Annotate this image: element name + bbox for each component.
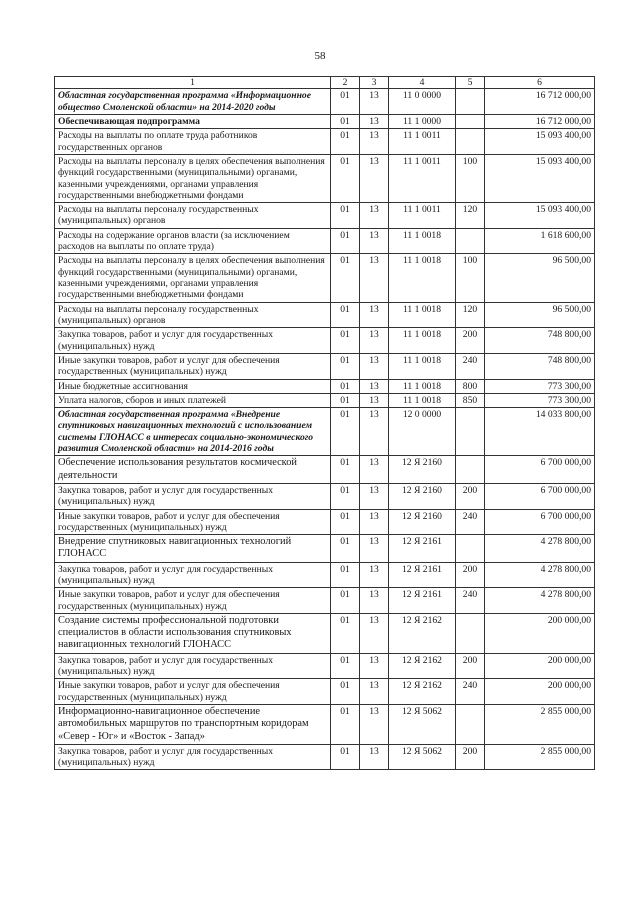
table-row — [55, 535, 595, 563]
row-name-cell: Расходы на выплаты по оплате труда работников государственных органов — [55, 129, 331, 155]
table-row — [55, 254, 595, 302]
table-row — [55, 89, 595, 115]
row-amount-cell: 1 618 600,00 — [485, 228, 595, 254]
row-target-code-cell: 11 1 0018 — [389, 228, 456, 254]
row-subsection-cell: 13 — [360, 613, 389, 653]
row-target-code-cell: 11 1 0018 — [389, 254, 456, 302]
row-section-cell: 01 — [331, 353, 360, 379]
row-subsection-cell: 13 — [360, 535, 389, 563]
row-amount-cell: 773 300,00 — [485, 393, 595, 407]
row-amount-cell: 4 278 800,00 — [485, 588, 595, 614]
row-amount-cell: 6 700 000,00 — [485, 456, 595, 484]
table-row — [55, 129, 595, 155]
row-amount-cell: 2 855 000,00 — [485, 704, 595, 744]
row-target-code-cell: 12 Я 5062 — [389, 704, 456, 744]
row-expense-type-cell: 200 — [456, 653, 485, 679]
row-amount-cell: 2 855 000,00 — [485, 744, 595, 770]
row-section-cell: 01 — [331, 483, 360, 509]
row-target-code-cell: 12 Я 2162 — [389, 613, 456, 653]
row-expense-type-cell: 200 — [456, 483, 485, 509]
row-name-cell: Закупка товаров, работ и услуг для государственных (муниципальных) нужд — [55, 483, 331, 509]
row-target-code-cell: 12 Я 2160 — [389, 509, 456, 535]
row-name-cell: Информационно-навигационное обеспечение автомобильных маршрутов по транспортным коридорам «Север - Юг» и «Восток - Запад» — [55, 704, 331, 744]
row-section-cell: 01 — [331, 588, 360, 614]
row-target-code-cell: 12 Я 2162 — [389, 653, 456, 679]
row-amount-cell: 200 000,00 — [485, 679, 595, 705]
table-row — [55, 154, 595, 202]
row-name-cell: Создание системы профессиональной подготовки специалистов в области использования спутниковых навигационных технологий ГЛОНАСС — [55, 613, 331, 653]
row-subsection-cell: 13 — [360, 328, 389, 354]
row-section-cell: 01 — [331, 704, 360, 744]
table-row — [55, 353, 595, 379]
row-subsection-cell: 13 — [360, 379, 389, 393]
row-amount-cell: 15 093 400,00 — [485, 203, 595, 229]
header-col-3: 3 — [360, 77, 389, 89]
row-name-cell: Расходы на выплаты персоналу государственных (муниципальных) органов — [55, 203, 331, 229]
row-amount-cell: 748 800,00 — [485, 353, 595, 379]
row-subsection-cell: 13 — [360, 588, 389, 614]
row-subsection-cell: 13 — [360, 254, 389, 302]
row-expense-type-cell: 120 — [456, 302, 485, 328]
row-subsection-cell: 13 — [360, 302, 389, 328]
row-expense-type-cell: 200 — [456, 328, 485, 354]
row-name-cell: Закупка товаров, работ и услуг для государственных (муниципальных) нужд — [55, 562, 331, 588]
row-name-cell: Иные бюджетные ассигнования — [55, 379, 331, 393]
row-name-cell: Расходы на выплаты персоналу в целях обеспечения выполнения функций государственными (муниципальными) органами, казенными учреждениями, органами управления государственными внебюджетными фондами — [55, 254, 331, 302]
page-number: 58 — [314, 50, 326, 62]
table-row — [55, 393, 595, 407]
row-expense-type-cell: 240 — [456, 353, 485, 379]
row-name-cell: Обеспечивающая подпрограмма — [55, 114, 331, 128]
row-target-code-cell: 11 1 0011 — [389, 129, 456, 155]
row-amount-cell: 6 700 000,00 — [485, 509, 595, 535]
row-name-cell: Закупка товаров, работ и услуг для государственных (муниципальных) нужд — [55, 653, 331, 679]
row-expense-type-cell: 200 — [456, 744, 485, 770]
row-expense-type-cell — [456, 129, 485, 155]
row-section-cell: 01 — [331, 129, 360, 155]
header-col-1: 1 — [55, 77, 331, 89]
row-subsection-cell: 13 — [360, 408, 389, 456]
table-row — [55, 509, 595, 535]
table-row — [55, 704, 595, 744]
row-section-cell: 01 — [331, 154, 360, 202]
row-section-cell: 01 — [331, 679, 360, 705]
table-row — [55, 744, 595, 770]
row-name-cell: Расходы на содержание органов власти (за исключением расходов на выплаты по оплате труда) — [55, 228, 331, 254]
row-amount-cell: 6 700 000,00 — [485, 483, 595, 509]
row-expense-type-cell — [456, 704, 485, 744]
row-target-code-cell: 12 Я 5062 — [389, 744, 456, 770]
row-amount-cell: 15 093 400,00 — [485, 129, 595, 155]
row-name-cell: Уплата налогов, сборов и иных платежей — [55, 393, 331, 407]
row-expense-type-cell — [456, 456, 485, 484]
row-name-cell: Иные закупки товаров, работ и услуг для обеспечения государственных (муниципальных) нужд — [55, 679, 331, 705]
header-col-4: 4 — [389, 77, 456, 89]
row-amount-cell: 14 033 800,00 — [485, 408, 595, 456]
row-expense-type-cell: 100 — [456, 254, 485, 302]
row-target-code-cell: 12 Я 2162 — [389, 679, 456, 705]
row-section-cell: 01 — [331, 393, 360, 407]
row-name-cell: Областная государственная программа «Внедрение спутниковых навигационных технологий с использованием системы ГЛОНАСС в интересах социально-экономического развития Смоленской области» на 2014-2016 годы — [55, 408, 331, 456]
row-amount-cell: 4 278 800,00 — [485, 535, 595, 563]
row-subsection-cell: 13 — [360, 562, 389, 588]
table-row — [55, 203, 595, 229]
row-section-cell: 01 — [331, 328, 360, 354]
row-expense-type-cell: 100 — [456, 154, 485, 202]
row-subsection-cell: 13 — [360, 129, 389, 155]
row-section-cell: 01 — [331, 408, 360, 456]
row-subsection-cell: 13 — [360, 653, 389, 679]
table-row — [55, 114, 595, 128]
row-expense-type-cell — [456, 613, 485, 653]
row-name-cell: Расходы на выплаты персоналу государственных (муниципальных) органов — [55, 302, 331, 328]
row-subsection-cell: 13 — [360, 114, 389, 128]
row-expense-type-cell: 200 — [456, 562, 485, 588]
row-name-cell: Обеспечение использования результатов космической деятельности — [55, 456, 331, 484]
row-expense-type-cell: 800 — [456, 379, 485, 393]
row-target-code-cell: 11 1 0000 — [389, 114, 456, 128]
table-row — [55, 379, 595, 393]
row-section-cell: 01 — [331, 456, 360, 484]
table-row — [55, 653, 595, 679]
row-target-code-cell: 11 1 0018 — [389, 328, 456, 354]
row-expense-type-cell: 240 — [456, 509, 485, 535]
row-section-cell: 01 — [331, 302, 360, 328]
header-col-2: 2 — [331, 77, 360, 89]
table-row — [55, 328, 595, 354]
row-section-cell: 01 — [331, 379, 360, 393]
row-expense-type-cell — [456, 408, 485, 456]
table-row — [55, 228, 595, 254]
table-row — [55, 483, 595, 509]
row-subsection-cell: 13 — [360, 744, 389, 770]
row-name-cell: Закупка товаров, работ и услуг для государственных (муниципальных) нужд — [55, 328, 331, 354]
row-subsection-cell: 13 — [360, 203, 389, 229]
row-target-code-cell: 11 1 0011 — [389, 154, 456, 202]
row-amount-cell: 200 000,00 — [485, 653, 595, 679]
header-col-5: 5 — [456, 77, 485, 89]
row-section-cell: 01 — [331, 203, 360, 229]
row-name-cell: Расходы на выплаты персоналу в целях обеспечения выполнения функций государственными (муниципальными) органами, казенными учреждениями, органами управления государственными внебюджетными фондами — [55, 154, 331, 202]
row-subsection-cell: 13 — [360, 228, 389, 254]
row-target-code-cell: 12 Я 2161 — [389, 535, 456, 563]
budget-table — [54, 76, 595, 770]
row-amount-cell: 16 712 000,00 — [485, 114, 595, 128]
table-row — [55, 679, 595, 705]
table-body — [55, 89, 595, 770]
row-expense-type-cell: 850 — [456, 393, 485, 407]
row-subsection-cell: 13 — [360, 89, 389, 115]
row-target-code-cell: 12 Я 2160 — [389, 483, 456, 509]
row-section-cell: 01 — [331, 744, 360, 770]
row-subsection-cell: 13 — [360, 509, 389, 535]
row-target-code-cell: 12 0 0000 — [389, 408, 456, 456]
row-section-cell: 01 — [331, 613, 360, 653]
table-row — [55, 562, 595, 588]
row-expense-type-cell — [456, 89, 485, 115]
row-section-cell: 01 — [331, 562, 360, 588]
row-subsection-cell: 13 — [360, 353, 389, 379]
table-header-row — [55, 77, 595, 89]
row-section-cell: 01 — [331, 228, 360, 254]
row-amount-cell: 96 500,00 — [485, 302, 595, 328]
row-expense-type-cell: 240 — [456, 588, 485, 614]
row-section-cell: 01 — [331, 254, 360, 302]
row-expense-type-cell: 120 — [456, 203, 485, 229]
row-name-cell: Областная государственная программа «Информационное общество Смоленской области» на 2014-2020 годы — [55, 89, 331, 115]
row-amount-cell: 748 800,00 — [485, 328, 595, 354]
row-target-code-cell: 11 1 0011 — [389, 203, 456, 229]
row-section-cell: 01 — [331, 114, 360, 128]
row-target-code-cell: 11 1 0018 — [389, 353, 456, 379]
row-name-cell: Внедрение спутниковых навигационных технологий ГЛОНАСС — [55, 535, 331, 563]
row-target-code-cell: 12 Я 2161 — [389, 588, 456, 614]
table-row — [55, 588, 595, 614]
row-expense-type-cell — [456, 114, 485, 128]
row-target-code-cell: 12 Я 2161 — [389, 562, 456, 588]
row-name-cell: Закупка товаров, работ и услуг для государственных (муниципальных) нужд — [55, 744, 331, 770]
row-expense-type-cell — [456, 535, 485, 563]
row-subsection-cell: 13 — [360, 679, 389, 705]
row-subsection-cell: 13 — [360, 456, 389, 484]
row-amount-cell: 96 500,00 — [485, 254, 595, 302]
row-target-code-cell: 11 1 0018 — [389, 302, 456, 328]
row-expense-type-cell — [456, 228, 485, 254]
row-target-code-cell: 11 1 0018 — [389, 379, 456, 393]
row-section-cell: 01 — [331, 509, 360, 535]
row-amount-cell: 4 278 800,00 — [485, 562, 595, 588]
row-name-cell: Иные закупки товаров, работ и услуг для обеспечения государственных (муниципальных) нужд — [55, 353, 331, 379]
row-target-code-cell: 11 1 0018 — [389, 393, 456, 407]
table-row — [55, 613, 595, 653]
row-section-cell: 01 — [331, 89, 360, 115]
row-amount-cell: 16 712 000,00 — [485, 89, 595, 115]
table-row — [55, 302, 595, 328]
row-amount-cell: 15 093 400,00 — [485, 154, 595, 202]
row-section-cell: 01 — [331, 535, 360, 563]
row-target-code-cell: 11 0 0000 — [389, 89, 456, 115]
row-subsection-cell: 13 — [360, 704, 389, 744]
table-row — [55, 456, 595, 484]
table-row — [55, 408, 595, 456]
row-subsection-cell: 13 — [360, 154, 389, 202]
row-subsection-cell: 13 — [360, 483, 389, 509]
row-name-cell: Иные закупки товаров, работ и услуг для обеспечения государственных (муниципальных) нужд — [55, 509, 331, 535]
row-name-cell: Иные закупки товаров, работ и услуг для обеспечения государственных (муниципальных) нужд — [55, 588, 331, 614]
row-subsection-cell: 13 — [360, 393, 389, 407]
row-target-code-cell: 12 Я 2160 — [389, 456, 456, 484]
header-col-6: 6 — [485, 77, 595, 89]
row-expense-type-cell: 240 — [456, 679, 485, 705]
row-amount-cell: 200 000,00 — [485, 613, 595, 653]
row-amount-cell: 773 300,00 — [485, 379, 595, 393]
row-section-cell: 01 — [331, 653, 360, 679]
